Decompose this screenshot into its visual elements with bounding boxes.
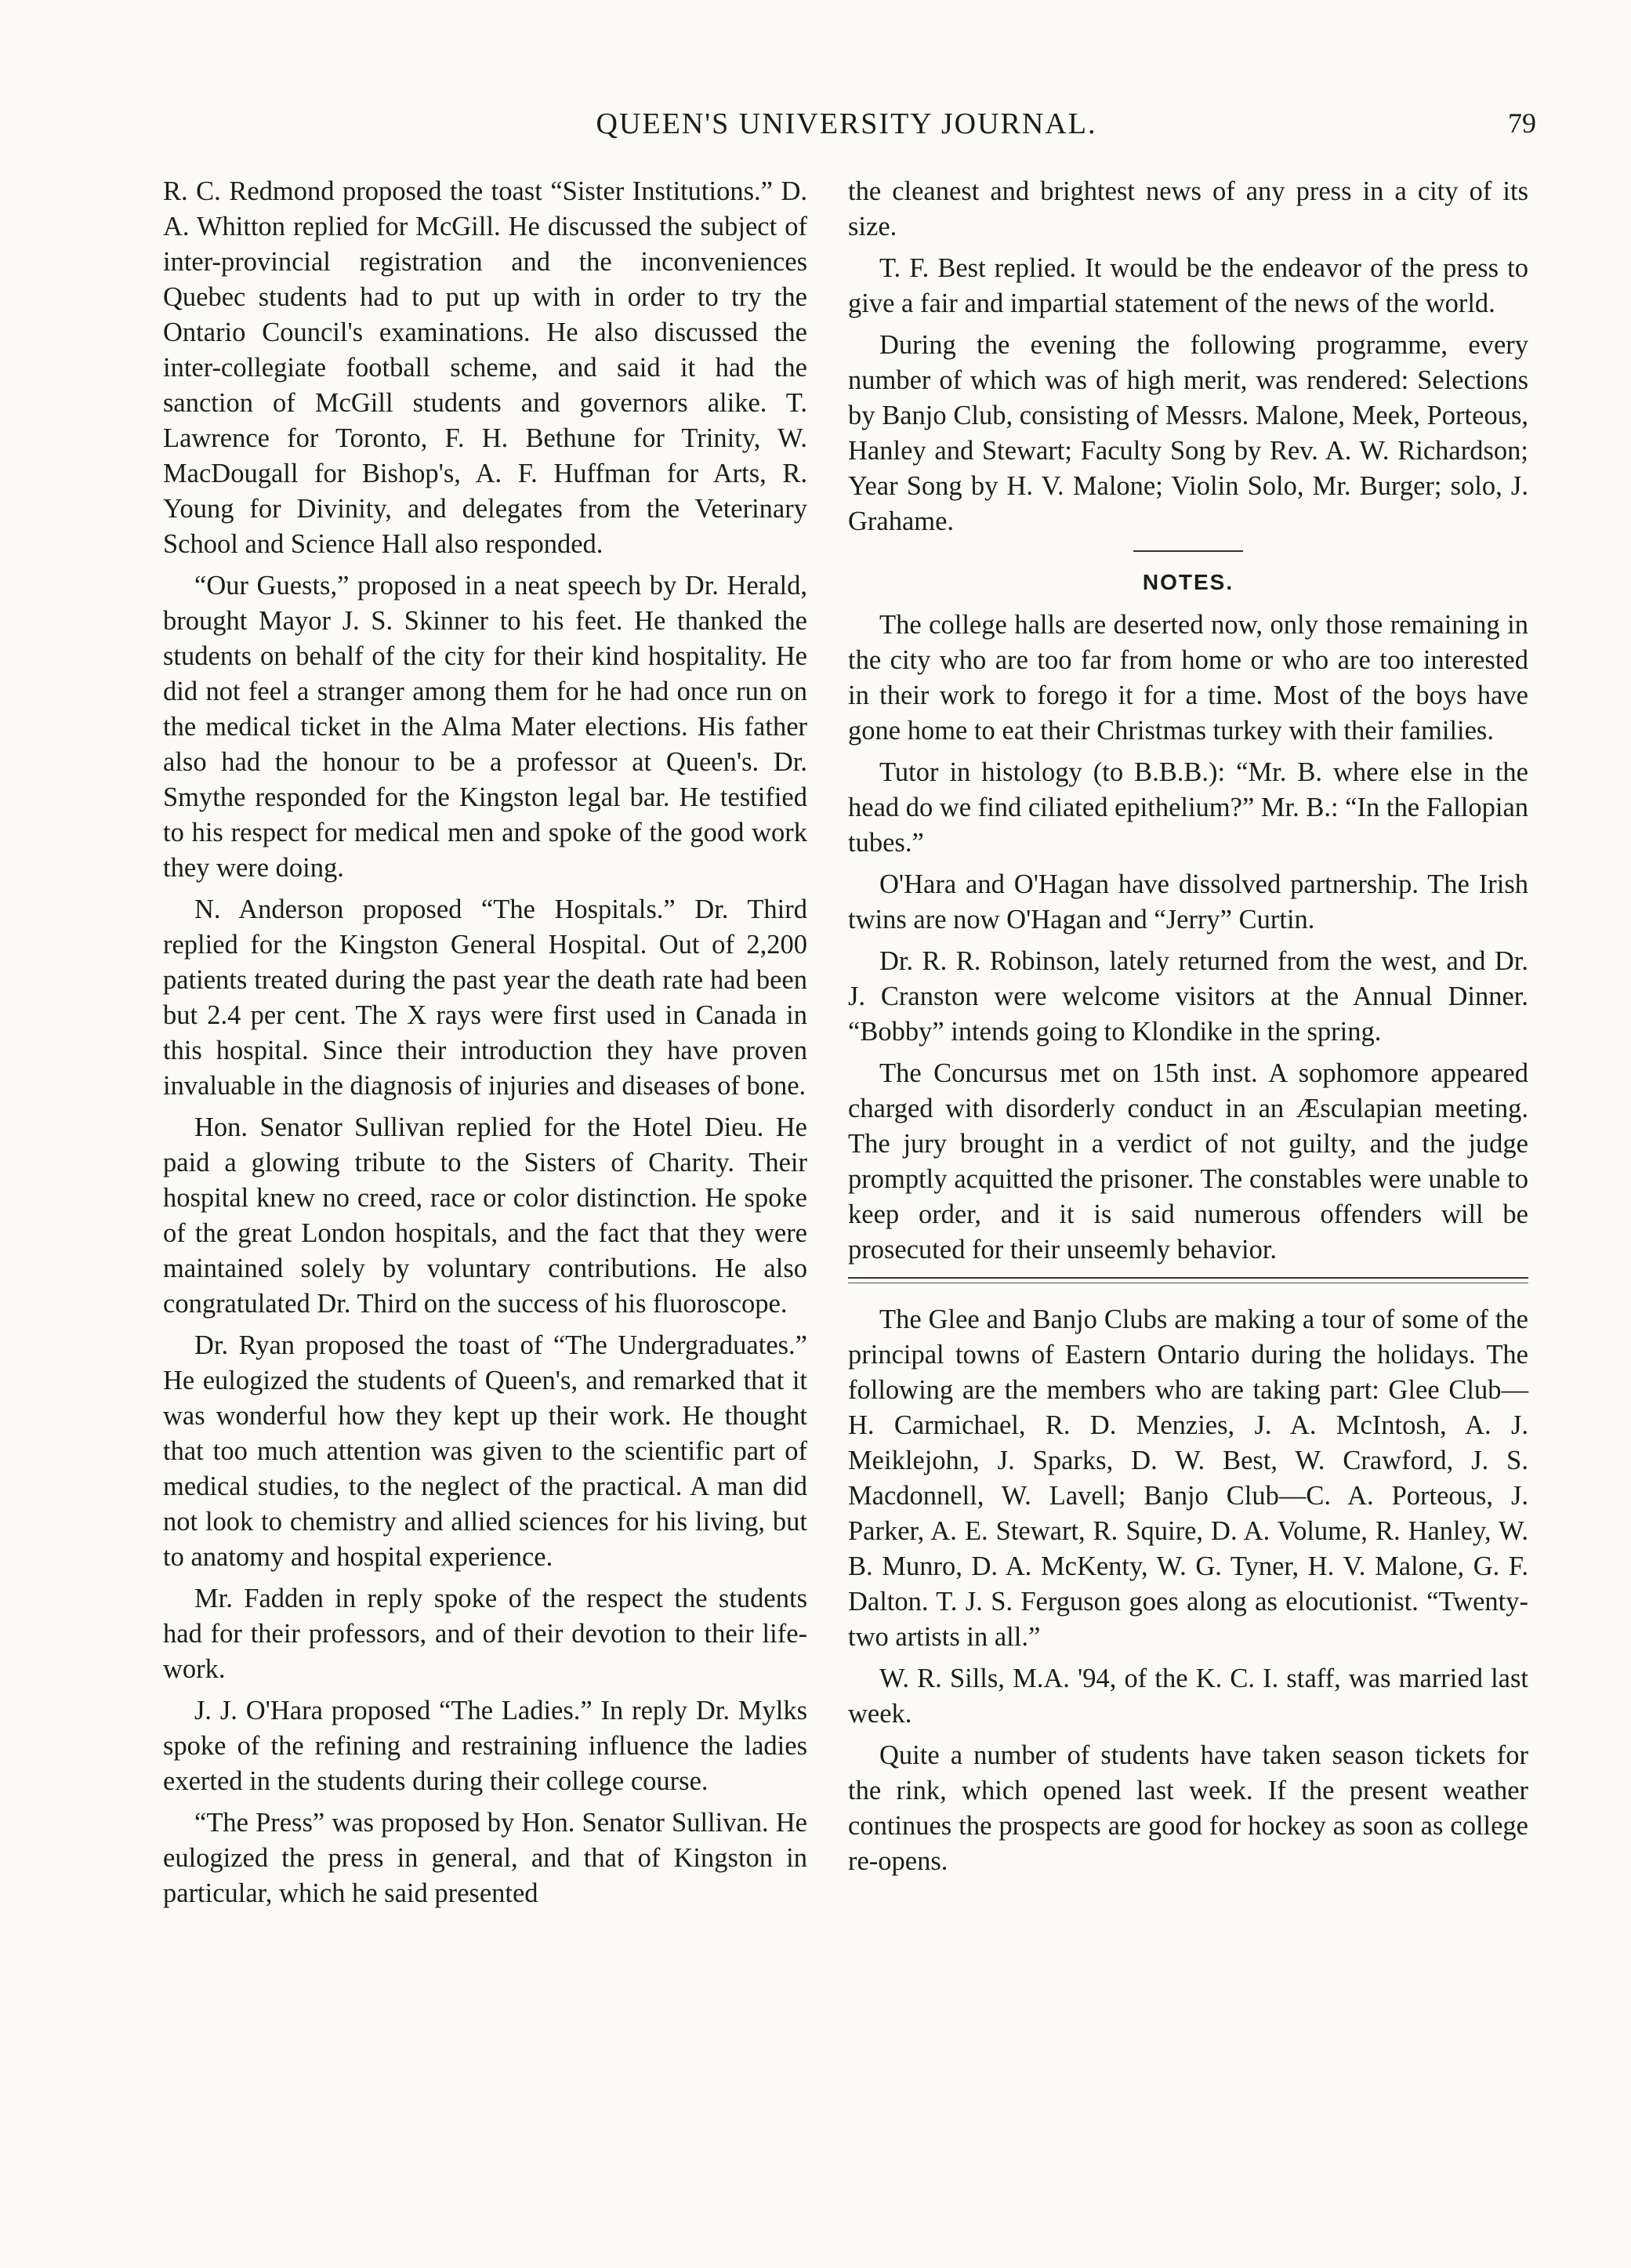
paragraph: W. R. Sills, M.A. '94, of the K. C. I. staff, was married last week. xyxy=(848,1664,1528,1729)
paragraph: N. Anderson proposed “The Hospitals.” Dr. Third replied for the Kingston General Hospital. Out of 2,200 patients treated during the past year the death rate had been but 2.4 per cent. The X rays were first used in Canada in this hospital. Since their introduction they have proven invaluable in the diagnosis of injuries and diseases of bone. xyxy=(163,894,807,1101)
paragraph: Mr. Fadden in reply spoke of the respect the students had for their professors, and of their devotion to their life-work. xyxy=(163,1584,807,1684)
double-rule-divider xyxy=(848,1277,1528,1283)
paragraph: R. C. Redmond proposed the toast “Sister Institutions.” D. A. Whitton replied for McGill. He discussed the subject of inter-provincial registration and the inconveniences Quebec students had to put up with in order to try the Ontario Council's examinations. He also discussed the inter-collegiate football scheme, and said it had the sanction of McGill students and governors alike. T. Lawrence for Toronto, F. H. Bethune for Trinity, W. MacDougall for Bishop's, A. F. Huffman for Arts, R. Young for Divinity, and delegates from the Veterinary School and Science Hall also responded. xyxy=(163,176,807,559)
paragraph: The Glee and Banjo Clubs are making a tour of some of the principal towns of Eastern Ontario during the holidays. The following are the members who are taking part: Glee Club—H. Carmichael, R. D. Menzies, J. A. McIntosh, A. J. Meiklejohn, J. Sparks, D. W. Best, W. Crawford, J. S. Macdonnell, W. Lavell; Banjo Club—C. A. Porteous, J. Parker, A. E. Stewart, R. Squire, D. A. Volume, R. Hanley, W. B. Munro, D. A. McKenty, W. G. Tyner, H. V. Malone, G. F. Dalton. T. J. S. Ferguson goes along as elocutionist. “Twenty-two artists in all.” xyxy=(848,1305,1528,1652)
page-number: 79 xyxy=(1508,107,1536,139)
paragraph: the cleanest and brightest news of any press in a city of its size. xyxy=(848,176,1528,241)
notes-heading: NOTES. xyxy=(1142,570,1234,594)
paragraph: During the evening the following programme, every number of which was of high merit, was rendered: Selections by Banjo Club, consisting of Messrs. Malone, Meek, Porteous, Hanley and Stewart; Faculty Song by Rev. A. W. Richardson; Year Song by H. V. Malone; Violin Solo, Mr. Burger; solo, J. Grahame. xyxy=(848,330,1528,536)
section-divider xyxy=(1133,550,1243,552)
note-paragraph: The Concursus met on 15th inst. A sophomore appeared charged with disorderly conduct in an Æsculapian meeting. The jury brought in a verdict of not guilty, and the judge promptly acquitted the prisoner. The constables were unable to keep order, and it is said numerous offenders will be prosecuted for their unseemly behavior. xyxy=(848,1058,1528,1265)
paragraph: J. J. O'Hara proposed “The Ladies.” In reply Dr. Mylks spoke of the refining and restraining influence the ladies exerted in the students during their college course. xyxy=(163,1696,807,1796)
journal-title: QUEEN'S UNIVERSITY JOURNAL. xyxy=(596,107,1097,140)
paragraph: Dr. Ryan proposed the toast of “The Undergraduates.” He eulogized the students of Queen's, and remarked that it was wonderful how they kept up their work. He thought that too much attention was given to the scientific part of medical studies, to the neglect of the practical. A man did not look to chemistry and allied sciences for his living, but to anatomy and hospital experience. xyxy=(163,1330,807,1572)
note-paragraph: O'Hara and O'Hagan have dissolved partnership. The Irish twins are now O'Hagan and “Jerry” Curtin. xyxy=(848,869,1528,934)
note-paragraph: The college halls are deserted now, only those remaining in the city who are too far from home or who are too interested in their work to forego it for a time. Most of the boys have gone home to eat their Christmas turkey with their families. xyxy=(848,610,1528,746)
page-header xyxy=(157,107,1536,154)
right-column xyxy=(848,174,1528,1885)
paragraph: Quite a number of students have taken season tickets for the rink, which opened last week. If the present weather continues the prospects are good for hockey as soon as college re-opens. xyxy=(848,1740,1528,1876)
note-paragraph: Dr. R. R. Robinson, lately returned from the west, and Dr. J. Cranston were welcome visitors at the Annual Dinner. “Bobby” intends going to Klondike in the spring. xyxy=(848,946,1528,1047)
note-paragraph: Tutor in histology (to B.B.B.): “Mr. B. where else in the head do we find ciliated epithelium?” Mr. B.: “In the Fallopian tubes.” xyxy=(848,757,1529,858)
left-column xyxy=(163,174,807,1918)
paragraph: T. F. Best replied. It would be the endeavor of the press to give a fair and impartial statement of the news of the world. xyxy=(848,253,1528,318)
paragraph: Hon. Senator Sullivan replied for the Hotel Dieu. He paid a glowing tribute to the Sisters of Charity. Their hospital knew no creed, race or color distinction. He spoke of the great London hospitals, and the fact that they were maintained solely by voluntary contributions. He also congratulated Dr. Third on the success of his fluoroscope. xyxy=(163,1112,807,1319)
paragraph: “The Press” was proposed by Hon. Senator Sullivan. He eulogized the press in general, and that of Kingston in particular, which he said presented xyxy=(163,1808,807,1908)
paragraph: “Our Guests,” proposed in a neat speech by Dr. Herald, brought Mayor J. S. Skinner to his feet. He thanked the students on behalf of the city for their kind hospitality. He did not feel a stranger among them for he had once run on the medical ticket in the Alma Mater elections. His father also had the honour to be a professor at Queen's. Dr. Smythe responded for the Kingston legal bar. He testified to his respect for medical men and spoke of the good work they were doing. xyxy=(163,571,807,883)
